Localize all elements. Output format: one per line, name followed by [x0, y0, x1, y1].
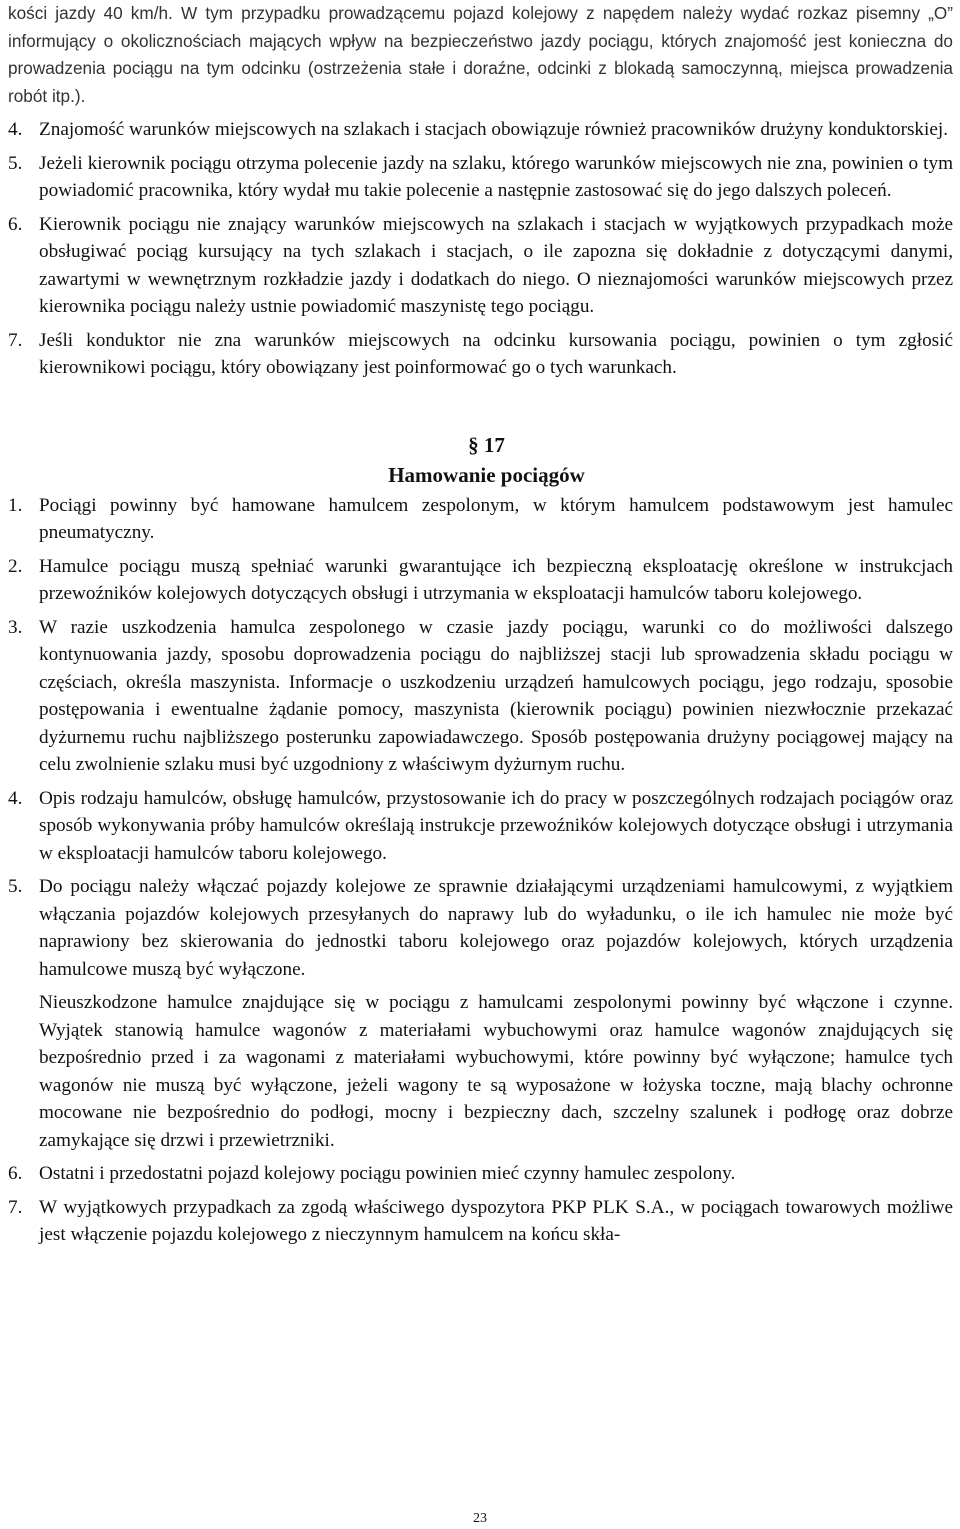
document-page	[8, 0, 953, 1249]
list-item-number: 5.	[8, 152, 23, 174]
list-item-text: W wyjątkowych przypadkach za zgodą właściwego dyspozytora PKP PLK S.A., w pociągach towarowych możliwe jest włączenie pojazdu kolejowego z nieczynnym hamulcem na końcu skła-	[39, 1196, 953, 1245]
list-item-text: W razie uszkodzenia hamulca zespolonego w czasie jazdy pociągu, warunki co do możliwości dalszego kontynuowania jazdy, sposobu doprowadzenia pociągu do najbliższej stacji lub sprowadzenia składu pociągu w częściach, określa maszynista. Informacje o uszkodzeniu urządzeń hamulcowych pociągu, jego rodzaju, sposobie postępowania i ewentualne żądanie pomocy, maszynista (kierownik pociągu) powinien niezwłocznie przekazać dyżurnemu ruchu najbliższego posterunku zapowiadawczego. Sposób postępowania drużyny pociągowej mający na celu zwolnienie szlaku musi być uzgodniony z właściwym dyżurnym ruchu.	[39, 616, 953, 775]
list-item-number: 4.	[8, 119, 23, 140]
list-item	[8, 785, 953, 868]
list-item	[8, 873, 953, 983]
section-heading	[8, 430, 953, 490]
list-item-text: Znajomość warunków miejscowych na szlakach i stacjach obowiązuje również pracowników drużyny konduktorskiej.	[39, 119, 948, 140]
list-item-continuation: Nieuszkodzone hamulce znajdujące się w pociągu z hamulcami zespolonymi powinny być włączone i czynne. Wyjątek stanowią hamulce wagonów z materiałami wybuchowymi oraz hamulce wagonów znajdujących się bezpośrednio przed i za wagonami z materiałami wybuchowymi, które powinny być wyłączone; hamulce tych wagonów nie muszą być wyłączone, jeżeli wagony te są wyposażone w łożyska toczne, mają blachy ochronne mocowane nie bezpośrednio do podłogi, mocny i bezpieczny dach, szczelny szalunek i podłogę oraz dobrze zamykające się drzwi i przewietrzniki.	[39, 992, 953, 1151]
list-item-text: Jeśli konduktor nie zna warunków miejscowych na odcinku kursowania pociągu, powinien o tym zgłosić kierownikowi pociągu, który obowiązany jest poinformować go o tych warunkach.	[39, 329, 953, 378]
list-item-number: 7.	[8, 329, 23, 351]
list-item-text: Ostatni i przedostatni pojazd kolejowy pociągu powinien mieć czynny hamulec zespolony.	[39, 1163, 736, 1184]
list-item-number: 3.	[8, 616, 23, 638]
section-17-list	[8, 492, 953, 1249]
list-item-text: Jeżeli kierownik pociągu otrzyma polecenie jazdy na szlaku, którego warunków miejscowych nie zna, powinien o tym powiadomić pracownika, który wydał mu takie polecenie a następnie zastosować się do jego dalszych poleceń.	[39, 152, 953, 201]
list-item-text: Hamulce pociągu muszą spełniać warunki gwarantujące ich bezpieczną eksploatację określone w instrukcjach przewoźników kolejowych dotyczących obsługi i utrzymania w eksploatacji hamulców taboru kolejowego.	[39, 555, 953, 604]
list-item-text: Pociągi powinny być hamowane hamulcem zespolonym, w którym hamulcem podstawowym jest hamulec pneumatyczny.	[39, 494, 953, 543]
intro-paragraph: kości jazdy 40 km/h. W tym przypadku prowadzącemu pojazd kolejowy z napędem należy wydać rozkaz pisemny „O” informujący o okolicznościach mających wpływ na bezpieczeństwo jazdy pociągu, których znajomość jest konieczna do prowadzenia pociągu na tym odcinku (ostrzeżenia stałe i doraźne, odcinki z blokadą samoczynną, miejsca prowadzenia robót itp.).	[8, 3, 953, 106]
list-item	[8, 211, 953, 321]
page-number: 23	[473, 1511, 487, 1526]
list-item-number: 2.	[8, 555, 23, 577]
list-item	[8, 327, 953, 382]
list-item-number: 1.	[8, 494, 23, 516]
list-item	[8, 614, 953, 779]
list-item	[8, 492, 953, 547]
list-item	[8, 116, 953, 144]
list-item	[8, 1194, 953, 1249]
list-item-number: 5.	[8, 876, 23, 897]
list-item-number: 7.	[8, 1196, 23, 1218]
list-item	[8, 1160, 953, 1188]
list-item-number: 6.	[8, 1163, 23, 1184]
list-item-text: Opis rodzaju hamulców, obsługę hamulców, przystosowanie ich do pracy w poszczególnych rodzajach pociągów oraz sposób wykonywania próby hamulców określają instrukcje przewoźników kolejowych dotyczące obsługi i utrzymania w eksploatacji hamulców taboru kolejowego.	[39, 787, 953, 864]
section-title: Hamowanie pociągów	[388, 462, 585, 487]
list-item	[8, 150, 953, 205]
list-item-number: 4.	[8, 787, 23, 809]
list-item-text: Do pociągu należy włączać pojazdy kolejowe ze sprawnie działającymi urządzeniami hamulcowymi, z wyjątkiem włączania pojazdów kolejowych przesyłanych do naprawy lub do wyładunku, o ile ich hamulec nie może być naprawiony bez skierowania do jednostki taboru kolejowego oraz pojazdów kolejowych, których urządzenia hamulcowe muszą być wyłączone.	[39, 876, 953, 980]
list-item-number: 6.	[8, 213, 23, 235]
section-16-continued-list	[8, 116, 953, 382]
section-number: § 17	[468, 432, 505, 457]
list-item	[8, 553, 953, 608]
list-item-text: Kierownik pociągu nie znający warunków miejscowych na szlakach i stacjach w wyjątkowych przypadkach może obsługiwać pociąg kursujący na tych szlakach i stacjach, o ile zapozna się dokładnie z dotyczącymi danymi, zawartymi w wewnętrznym rozkładzie jazdy i dodatkach do niego. O nieznajomości warunków miejscowych przez kierownika pociągu należy ustnie powiadomić maszynistę tego pociągu.	[39, 213, 953, 317]
